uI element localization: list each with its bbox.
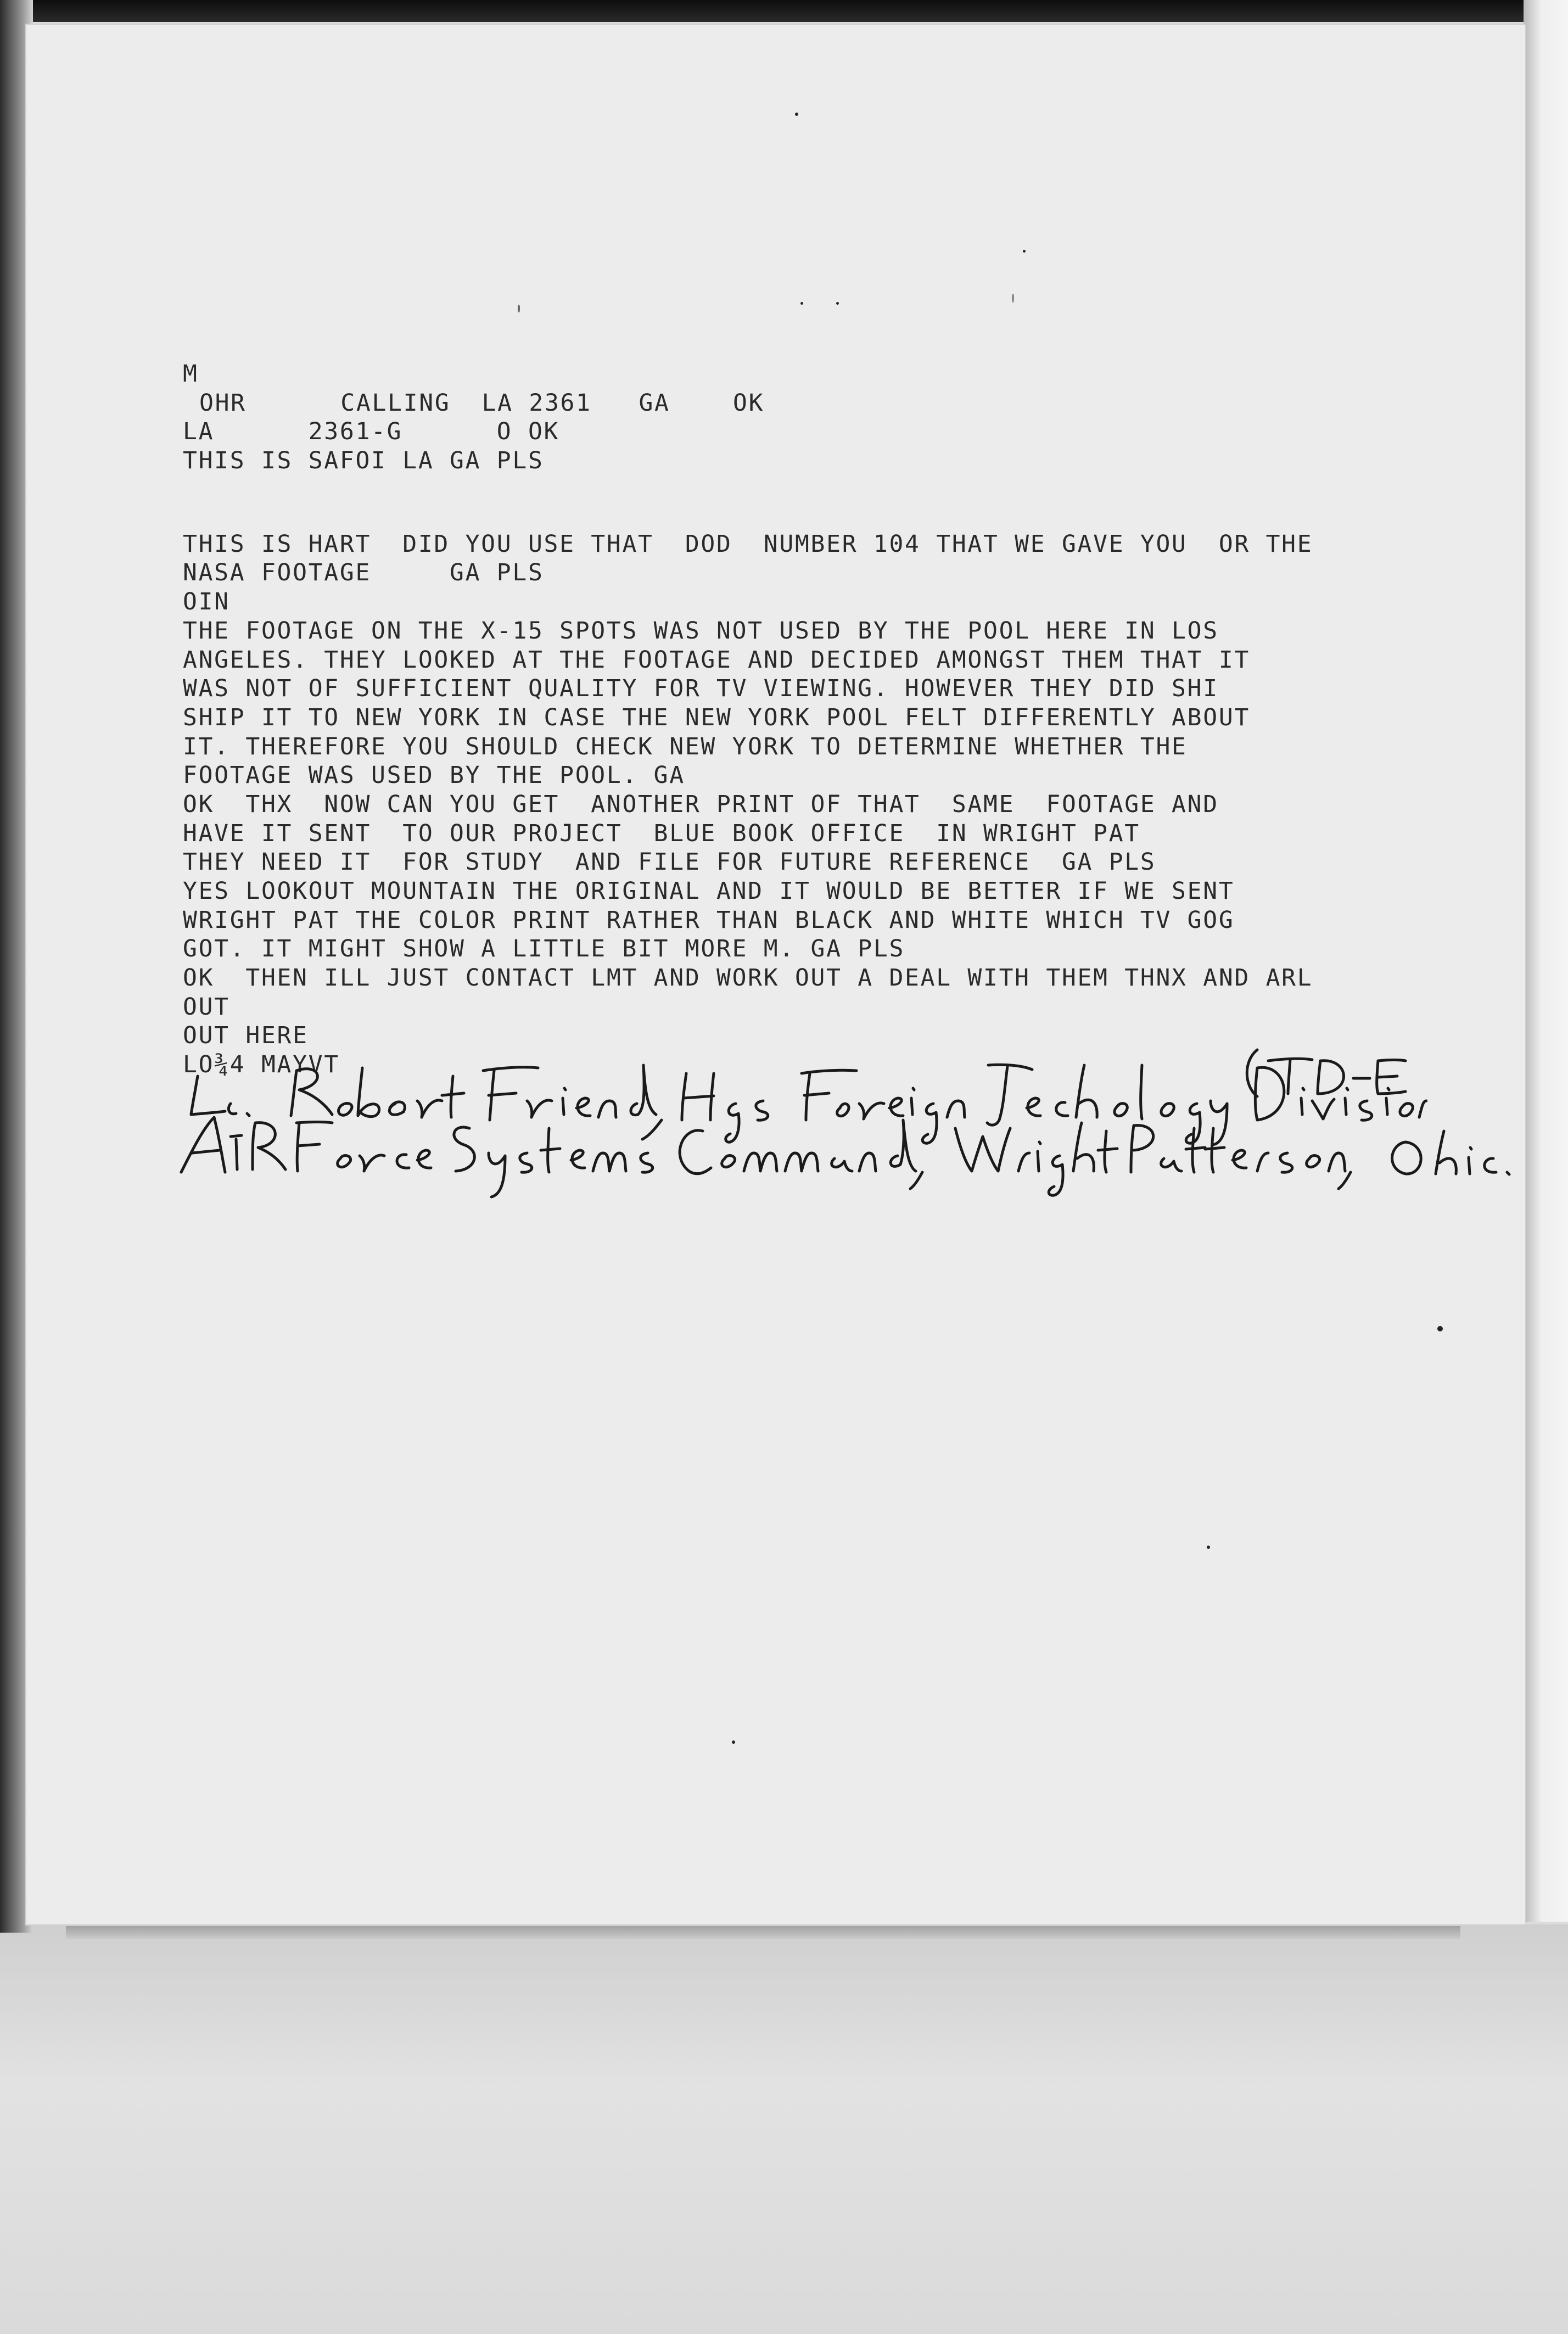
body-line: NASA FOOTAGE GA PLS xyxy=(183,559,544,587)
body-line: OUT xyxy=(183,993,230,1021)
body-line: ANGELES. THEY LOOKED AT THE FOOTAGE AND DECIDED AMONGST THEM THAT IT xyxy=(183,646,1250,674)
dust-speck xyxy=(1207,1546,1210,1549)
dust-speck xyxy=(1023,250,1026,253)
header-line: THIS IS SAFOI LA GA PLS xyxy=(183,447,544,475)
body-line: IT. THEREFORE YOU SHOULD CHECK NEW YORK TO DETERMINE WHETHER THE xyxy=(183,732,1188,760)
dust-speck xyxy=(836,302,839,305)
body-line: FOOTAGE WAS USED BY THE POOL. GA xyxy=(183,762,685,790)
scan-right-edge xyxy=(1524,0,1568,1922)
body-line: LO¾4 MAYVT xyxy=(183,1051,340,1079)
body-line: GOT. IT MIGHT SHOW A LITTLE BIT MORE M. GA PLS xyxy=(183,935,905,963)
handwritten-line-2-tail xyxy=(1384,1120,1548,1186)
paper-mark xyxy=(518,305,520,312)
scan-background-bottom xyxy=(0,1924,1568,2334)
dust-speck xyxy=(732,1740,735,1744)
page-shadow xyxy=(66,1926,1460,1939)
body-line: YES LOOKOUT MOUNTAIN THE ORIGINAL AND IT WOULD BE BETTER IF WE SENT xyxy=(183,877,1235,905)
body-line: THE FOOTAGE ON THE X-15 SPOTS WAS NOT USED BY THE POOL HERE IN LOS xyxy=(183,617,1219,645)
body-line: OUT HERE xyxy=(183,1022,309,1050)
body-line: OK THEN ILL JUST CONTACT LMT AND WORK OUT A DEAL WITH THEM THNX AND ARL xyxy=(183,964,1313,992)
header-line: OHR CALLING LA 2361 GA OK xyxy=(199,389,765,417)
paper-mark xyxy=(1012,294,1014,303)
handwritten-line-2 xyxy=(176,1106,1395,1200)
blank-gap xyxy=(183,475,1313,530)
body-line: HAVE IT SENT TO OUR PROJECT BLUE BOOK OFFICE IN WRIGHT PAT xyxy=(183,819,1140,847)
dust-speck xyxy=(1437,1326,1443,1331)
header-line: LA 2361-G O OK xyxy=(183,418,560,446)
body-line: WAS NOT OF SUFFICIENT QUALITY FOR TV VIEWING. HOWEVER THEY DID SHI xyxy=(183,675,1219,703)
body-line: WRIGHT PAT THE COLOR PRINT RATHER THAN BLACK AND WHITE WHICH TV GOG xyxy=(183,906,1235,934)
body-line: OIN xyxy=(183,588,230,616)
body-line: THIS IS HART DID YOU USE THAT DOD NUMBER 104 THAT WE GAVE YOU OR THE xyxy=(183,530,1313,558)
handwritten-annotation-tail xyxy=(1027,1039,1411,1105)
body-line: SHIP IT TO NEW YORK IN CASE THE NEW YORK POOL FELT DIFFERENTLY ABOUT xyxy=(183,703,1250,731)
dust-speck xyxy=(800,302,803,305)
scan-top-edge xyxy=(0,0,1568,22)
dust-speck xyxy=(795,113,798,116)
teletype-message xyxy=(183,360,1313,1079)
header-line: M xyxy=(183,360,199,388)
body-line: OK THX NOW CAN YOU GET ANOTHER PRINT OF THAT SAME FOOTAGE AND xyxy=(183,790,1219,818)
body-line: THEY NEED IT FOR STUDY AND FILE FOR FUTURE REFERENCE GA PLS xyxy=(183,848,1156,876)
